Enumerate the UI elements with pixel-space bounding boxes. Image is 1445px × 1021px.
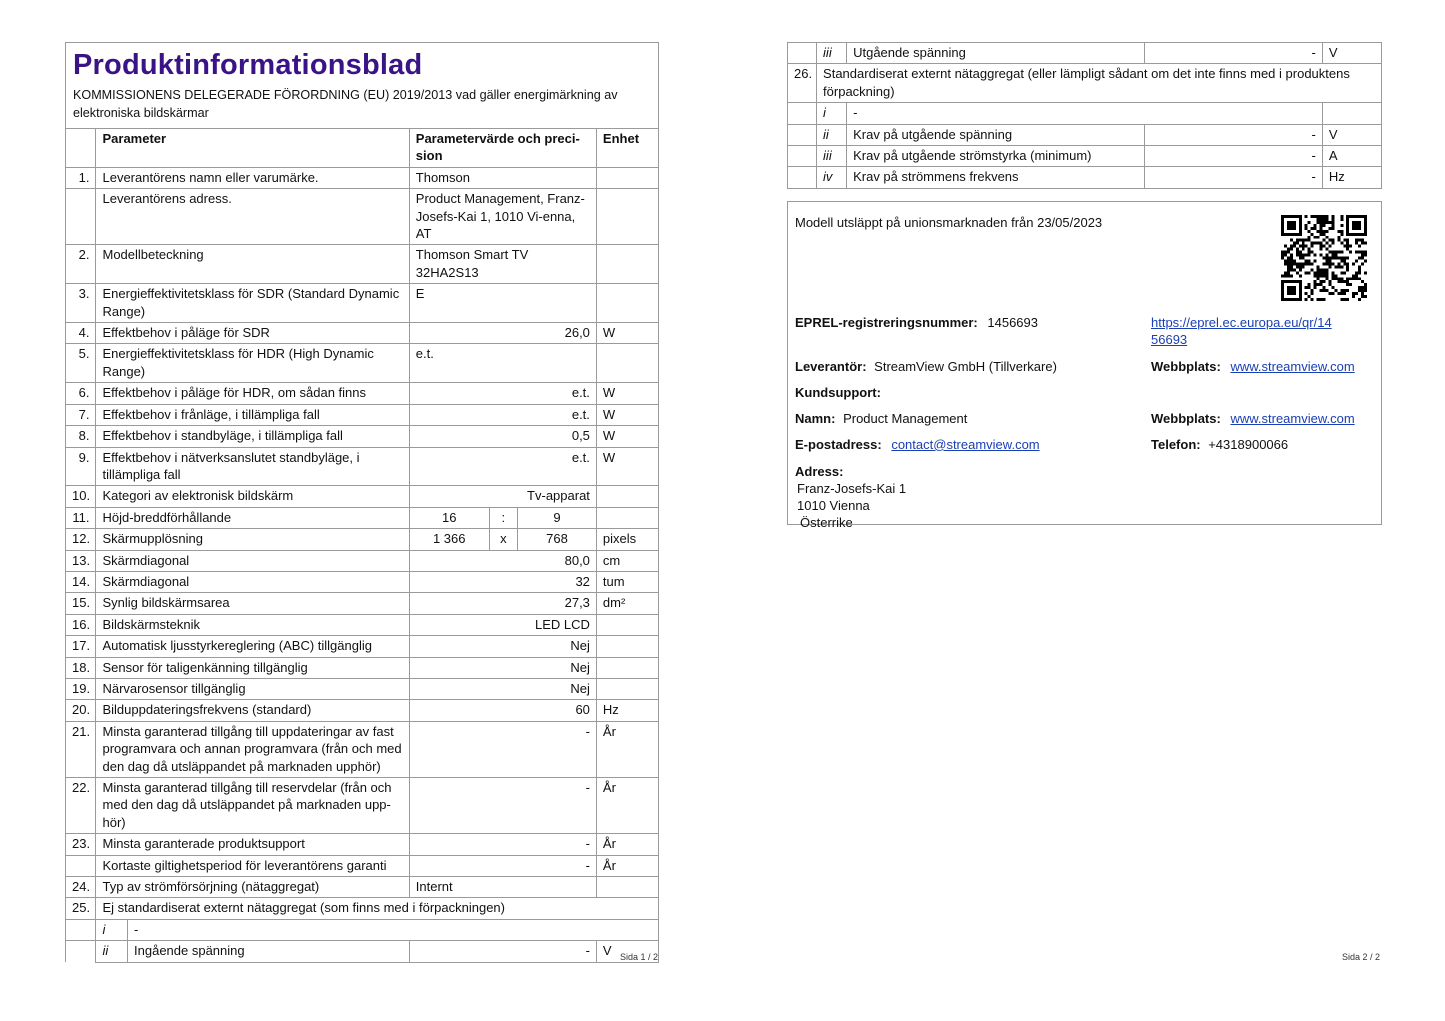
parameter-value: - bbox=[409, 855, 596, 876]
parameter-value: - bbox=[1144, 167, 1322, 188]
table-row bbox=[66, 593, 659, 614]
contact-name-label: Namn: bbox=[795, 410, 836, 426]
parameter-table bbox=[65, 128, 659, 963]
parameter-name: Effektbehov i påläge för SDR bbox=[96, 323, 409, 344]
parameter-value: 80,0 bbox=[409, 550, 596, 571]
parameter-value: - bbox=[409, 778, 596, 834]
parameter-value: 0,5 bbox=[409, 426, 596, 447]
parameter-value: - bbox=[409, 721, 596, 777]
contact-name: Product Management bbox=[843, 410, 968, 426]
table-row bbox=[66, 877, 659, 898]
parameter-value: - bbox=[128, 919, 659, 940]
row-number: 15. bbox=[66, 593, 96, 614]
parameter-name: Effektbehov i standbyläge, i tillämpliga fall bbox=[96, 426, 409, 447]
eprel-link[interactable]: https://eprel.ec.europa.eu/qr/14 bbox=[1151, 314, 1332, 330]
parameter-name: Krav på utgående strömstyrka (minimum) bbox=[847, 146, 1145, 167]
parameter-name: Typ av strömförsörjning (nätaggregat) bbox=[96, 877, 409, 898]
row-number: 10. bbox=[66, 486, 96, 507]
page-title: Produktinformationsblad bbox=[73, 49, 423, 81]
parameter-value: Nej bbox=[409, 657, 596, 678]
row-number: 24. bbox=[66, 877, 96, 898]
sub-index: iii bbox=[817, 43, 847, 64]
row-number bbox=[788, 103, 817, 124]
website-link[interactable]: www.streamview.com bbox=[1230, 358, 1355, 374]
row-number: 21. bbox=[66, 721, 96, 777]
row-number: 6. bbox=[66, 383, 96, 404]
header-parameter: Parameter bbox=[96, 129, 409, 168]
parameter-name: Minsta garanterad tillgång till reservdelar (från och med den dag då utsläppandet på marknaden upp-hör) bbox=[96, 778, 409, 834]
regulation-subtitle: KOMMISSIONENS DELEGERADE FÖRORDNING (EU) 2019/2013 vad gäller energimärkning av elektroniska bildskärmar bbox=[73, 88, 618, 120]
parameter-unit bbox=[596, 636, 658, 657]
table-row-25-ii bbox=[66, 941, 659, 962]
value-part-1: 16 bbox=[409, 507, 489, 528]
parameter-name: Leverantörens adress. bbox=[96, 189, 409, 245]
parameter-value: - bbox=[1144, 146, 1322, 167]
parameter-value: - bbox=[1144, 43, 1322, 64]
table-row-25-iii bbox=[788, 43, 1382, 64]
eprel-label: EPREL-registreringsnummer: bbox=[795, 314, 978, 330]
sub-index: ii bbox=[96, 941, 128, 962]
parameter-value: e.t. bbox=[409, 447, 596, 486]
table-row bbox=[66, 678, 659, 699]
table-row bbox=[66, 323, 659, 344]
table-header-row bbox=[66, 129, 659, 168]
parameter-unit bbox=[596, 245, 658, 284]
table-row bbox=[66, 167, 659, 188]
parameter-name: Skärmupplösning bbox=[96, 529, 409, 550]
parameter-unit bbox=[1322, 103, 1381, 124]
table-row bbox=[66, 529, 659, 550]
value-part-1: 1 366 bbox=[409, 529, 489, 550]
parameter-unit: tum bbox=[596, 571, 658, 592]
parameter-unit: År bbox=[596, 778, 658, 834]
parameter-value: - bbox=[847, 103, 1323, 124]
parameter-name: Standardiserat externt nätaggregat (eller lämpligt sådant om det inte finns med i produktens förpackning) bbox=[817, 64, 1382, 103]
parameter-unit bbox=[596, 344, 658, 383]
parameter-name: Leverantörens namn eller varumärke. bbox=[96, 167, 409, 188]
parameter-name: Energieffektivitetsklass för HDR (High Dynamic Range) bbox=[96, 344, 409, 383]
parameter-value: E bbox=[409, 284, 596, 323]
row-number: 8. bbox=[66, 426, 96, 447]
row-number: 3. bbox=[66, 284, 96, 323]
phone-label: Telefon: bbox=[1151, 436, 1201, 452]
row-number bbox=[66, 941, 96, 962]
row-number bbox=[66, 855, 96, 876]
parameter-value: 60 bbox=[409, 700, 596, 721]
parameter-unit bbox=[596, 678, 658, 699]
supplier-label: Leverantör: bbox=[795, 358, 867, 374]
row-number: 17. bbox=[66, 636, 96, 657]
parameter-value: LED LCD bbox=[409, 614, 596, 635]
row-number: 9. bbox=[66, 447, 96, 486]
email-label: E-postadress: bbox=[795, 436, 882, 452]
parameter-unit: dm² bbox=[596, 593, 658, 614]
row-number: 22. bbox=[66, 778, 96, 834]
power-supply-table bbox=[787, 42, 1382, 189]
table-row-26-sub bbox=[788, 124, 1382, 145]
table-row bbox=[66, 404, 659, 425]
table-row bbox=[66, 657, 659, 678]
parameter-value: - bbox=[1144, 124, 1322, 145]
website-label: Webbplats: bbox=[1151, 358, 1221, 374]
value-part-2: 9 bbox=[518, 507, 597, 528]
row-number: 14. bbox=[66, 571, 96, 592]
parameter-unit: År bbox=[596, 721, 658, 777]
parameter-unit bbox=[596, 189, 658, 245]
table-row-26 bbox=[788, 64, 1382, 103]
table-row bbox=[66, 855, 659, 876]
parameter-unit: År bbox=[596, 855, 658, 876]
parameter-unit bbox=[596, 284, 658, 323]
parameter-value: 27,3 bbox=[409, 593, 596, 614]
parameter-value: e.t. bbox=[409, 404, 596, 425]
row-number bbox=[788, 146, 817, 167]
table-row-26-sub bbox=[788, 167, 1382, 188]
phone-number: +4318900066 bbox=[1208, 436, 1289, 452]
row-number bbox=[788, 167, 817, 188]
release-date-text: Modell utsläppt på unionsmarknaden från 23/05/2023 bbox=[795, 214, 1103, 230]
header-value: Parametervärde och preci-sion bbox=[409, 129, 596, 168]
parameter-name: Utgående spänning bbox=[847, 43, 1145, 64]
parameter-value: 26,0 bbox=[409, 323, 596, 344]
parameter-unit: V bbox=[596, 941, 658, 962]
parameter-unit: Hz bbox=[1322, 167, 1381, 188]
row-number: 7. bbox=[66, 404, 96, 425]
value-separator: : bbox=[489, 507, 517, 528]
parameter-value: Product Management, Franz-Josefs-Kai 1, 1010 Vi-enna, AT bbox=[409, 189, 596, 245]
row-number: 25. bbox=[66, 898, 96, 919]
value-part-2: 768 bbox=[518, 529, 597, 550]
qr-code-icon[interactable] bbox=[1281, 215, 1367, 301]
parameter-unit: V bbox=[1322, 124, 1381, 145]
parameter-name: Minsta garanterad tillgång till uppdateringar av fast programvara och annan programvara (från och med den dag då utsläppandet på marknaden upphör) bbox=[96, 721, 409, 777]
parameter-name: Modellbeteckning bbox=[96, 245, 409, 284]
table-row-26-sub bbox=[788, 146, 1382, 167]
row-number: 4. bbox=[66, 323, 96, 344]
document-header bbox=[65, 42, 659, 128]
row-number: 1. bbox=[66, 167, 96, 188]
row-number bbox=[66, 189, 96, 245]
table-row bbox=[66, 550, 659, 571]
table-row bbox=[66, 189, 659, 245]
parameter-name: Ej standardiserat externt nätaggregat (som finns med i förpackningen) bbox=[96, 898, 659, 919]
row-number bbox=[66, 919, 96, 940]
parameter-unit bbox=[596, 167, 658, 188]
table-row bbox=[66, 245, 659, 284]
parameter-name: Bilduppdateringsfrekvens (standard) bbox=[96, 700, 409, 721]
parameter-unit bbox=[596, 486, 658, 507]
sub-index: iv bbox=[817, 167, 847, 188]
customer-support-label: Kundsupport: bbox=[795, 384, 881, 400]
parameter-value: 32 bbox=[409, 571, 596, 592]
support-website-link[interactable]: www.streamview.com bbox=[1230, 410, 1355, 426]
eprel-link-continued[interactable]: 56693 bbox=[1151, 332, 1188, 348]
parameter-name: Ingående spänning bbox=[128, 941, 410, 962]
table-row bbox=[66, 700, 659, 721]
parameter-unit: År bbox=[596, 834, 658, 855]
row-number: 5. bbox=[66, 344, 96, 383]
table-row bbox=[66, 426, 659, 447]
value-separator: x bbox=[489, 529, 517, 550]
sub-index: iii bbox=[817, 146, 847, 167]
table-row-25-i bbox=[66, 919, 659, 940]
address-label: Adress: bbox=[795, 463, 844, 479]
parameter-name: Närvarosensor tillgänglig bbox=[96, 678, 409, 699]
supplier-name: StreamView GmbH (Tillverkare) bbox=[874, 358, 1057, 374]
table-row bbox=[66, 778, 659, 834]
parameter-unit bbox=[596, 614, 658, 635]
parameter-unit: V bbox=[1322, 43, 1381, 64]
parameter-name: Automatisk ljusstyrkereglering (ABC) tillgänglig bbox=[96, 636, 409, 657]
parameter-unit: A bbox=[1322, 146, 1381, 167]
page-footer: Sida 2 / 2 bbox=[1342, 952, 1381, 962]
parameter-value: e.t. bbox=[409, 344, 596, 383]
parameter-name: Effektbehov i påläge för HDR, om sådan finns bbox=[96, 383, 409, 404]
eprel-number: 1456693 bbox=[987, 314, 1039, 330]
table-row bbox=[66, 834, 659, 855]
parameter-value: Nej bbox=[409, 636, 596, 657]
parameter-name: Effektbehov i frånläge, i tillämpliga fall bbox=[96, 404, 409, 425]
parameter-unit: Hz bbox=[596, 700, 658, 721]
parameter-unit: cm bbox=[596, 550, 658, 571]
parameter-name: Energieffektivitetsklass för SDR (Standard Dynamic Range) bbox=[96, 284, 409, 323]
page-2 bbox=[787, 42, 1382, 962]
row-number: 11. bbox=[66, 507, 96, 528]
parameter-name: Sensor för taligenkänning tillgänglig bbox=[96, 657, 409, 678]
parameter-name: Höjd-breddförhållande bbox=[96, 507, 409, 528]
parameter-unit: W bbox=[596, 323, 658, 344]
parameter-name: Krav på utgående spänning bbox=[847, 124, 1145, 145]
parameter-unit: W bbox=[596, 383, 658, 404]
page-footer: Sida 1 / 2 bbox=[620, 952, 659, 962]
table-row bbox=[66, 636, 659, 657]
parameter-value: - bbox=[409, 834, 596, 855]
table-row bbox=[66, 486, 659, 507]
row-number: 2. bbox=[66, 245, 96, 284]
row-number: 26. bbox=[788, 64, 817, 103]
row-number: 13. bbox=[66, 550, 96, 571]
parameter-name: Synlig bildskärmsarea bbox=[96, 593, 409, 614]
address-line-3: Österrike bbox=[800, 514, 853, 530]
parameter-name: Bildskärmsteknik bbox=[96, 614, 409, 635]
table-row bbox=[66, 614, 659, 635]
parameter-unit: W bbox=[596, 404, 658, 425]
row-number: 23. bbox=[66, 834, 96, 855]
page-1 bbox=[65, 42, 659, 963]
address-line-1: Franz-Josefs-Kai 1 bbox=[797, 480, 907, 496]
parameter-name: Krav på strömmens frekvens bbox=[847, 167, 1145, 188]
parameter-value: Thomson Smart TV 32HA2S13 bbox=[409, 245, 596, 284]
table-row bbox=[66, 344, 659, 383]
address-line-2: 1010 Vienna bbox=[797, 497, 870, 513]
parameter-unit bbox=[596, 657, 658, 678]
row-number: 18. bbox=[66, 657, 96, 678]
row-number: 19. bbox=[66, 678, 96, 699]
parameter-value: Tv-apparat bbox=[409, 486, 596, 507]
sub-index: i bbox=[817, 103, 847, 124]
header-unit: Enhet bbox=[596, 129, 658, 168]
parameter-name: Kortaste giltighetsperiod för leverantörens garanti bbox=[96, 855, 409, 876]
parameter-unit: pixels bbox=[596, 529, 658, 550]
table-row bbox=[66, 447, 659, 486]
parameter-unit: W bbox=[596, 426, 658, 447]
parameter-name: Skärmdiagonal bbox=[96, 571, 409, 592]
row-number bbox=[788, 43, 817, 64]
table-row bbox=[66, 507, 659, 528]
table-row-25 bbox=[66, 898, 659, 919]
parameter-name: Kategori av elektronisk bildskärm bbox=[96, 486, 409, 507]
support-website-label: Webbplats: bbox=[1151, 410, 1221, 426]
parameter-name: Effektbehov i nätverksanslutet standbyläge, i tillämpliga fall bbox=[96, 447, 409, 486]
parameter-name: Minsta garanterade produktsupport bbox=[96, 834, 409, 855]
parameter-unit bbox=[596, 507, 658, 528]
sub-index: ii bbox=[817, 124, 847, 145]
parameter-value: e.t. bbox=[409, 383, 596, 404]
table-row bbox=[66, 571, 659, 592]
parameter-value: Thomson bbox=[409, 167, 596, 188]
table-row bbox=[66, 284, 659, 323]
parameter-unit bbox=[596, 877, 658, 898]
supplier-info-box bbox=[787, 201, 1382, 530]
table-row-26-i bbox=[788, 103, 1382, 124]
email-link[interactable]: contact@streamview.com bbox=[891, 436, 1040, 452]
parameter-value: Nej bbox=[409, 678, 596, 699]
row-number bbox=[788, 124, 817, 145]
sub-index: i bbox=[96, 919, 128, 940]
row-number: 20. bbox=[66, 700, 96, 721]
parameter-value: - bbox=[409, 941, 596, 962]
row-number: 12. bbox=[66, 529, 96, 550]
parameter-value: Internt bbox=[409, 877, 596, 898]
table-row bbox=[66, 721, 659, 777]
parameter-unit: W bbox=[596, 447, 658, 486]
parameter-name: Skärmdiagonal bbox=[96, 550, 409, 571]
row-number: 16. bbox=[66, 614, 96, 635]
table-row bbox=[66, 383, 659, 404]
